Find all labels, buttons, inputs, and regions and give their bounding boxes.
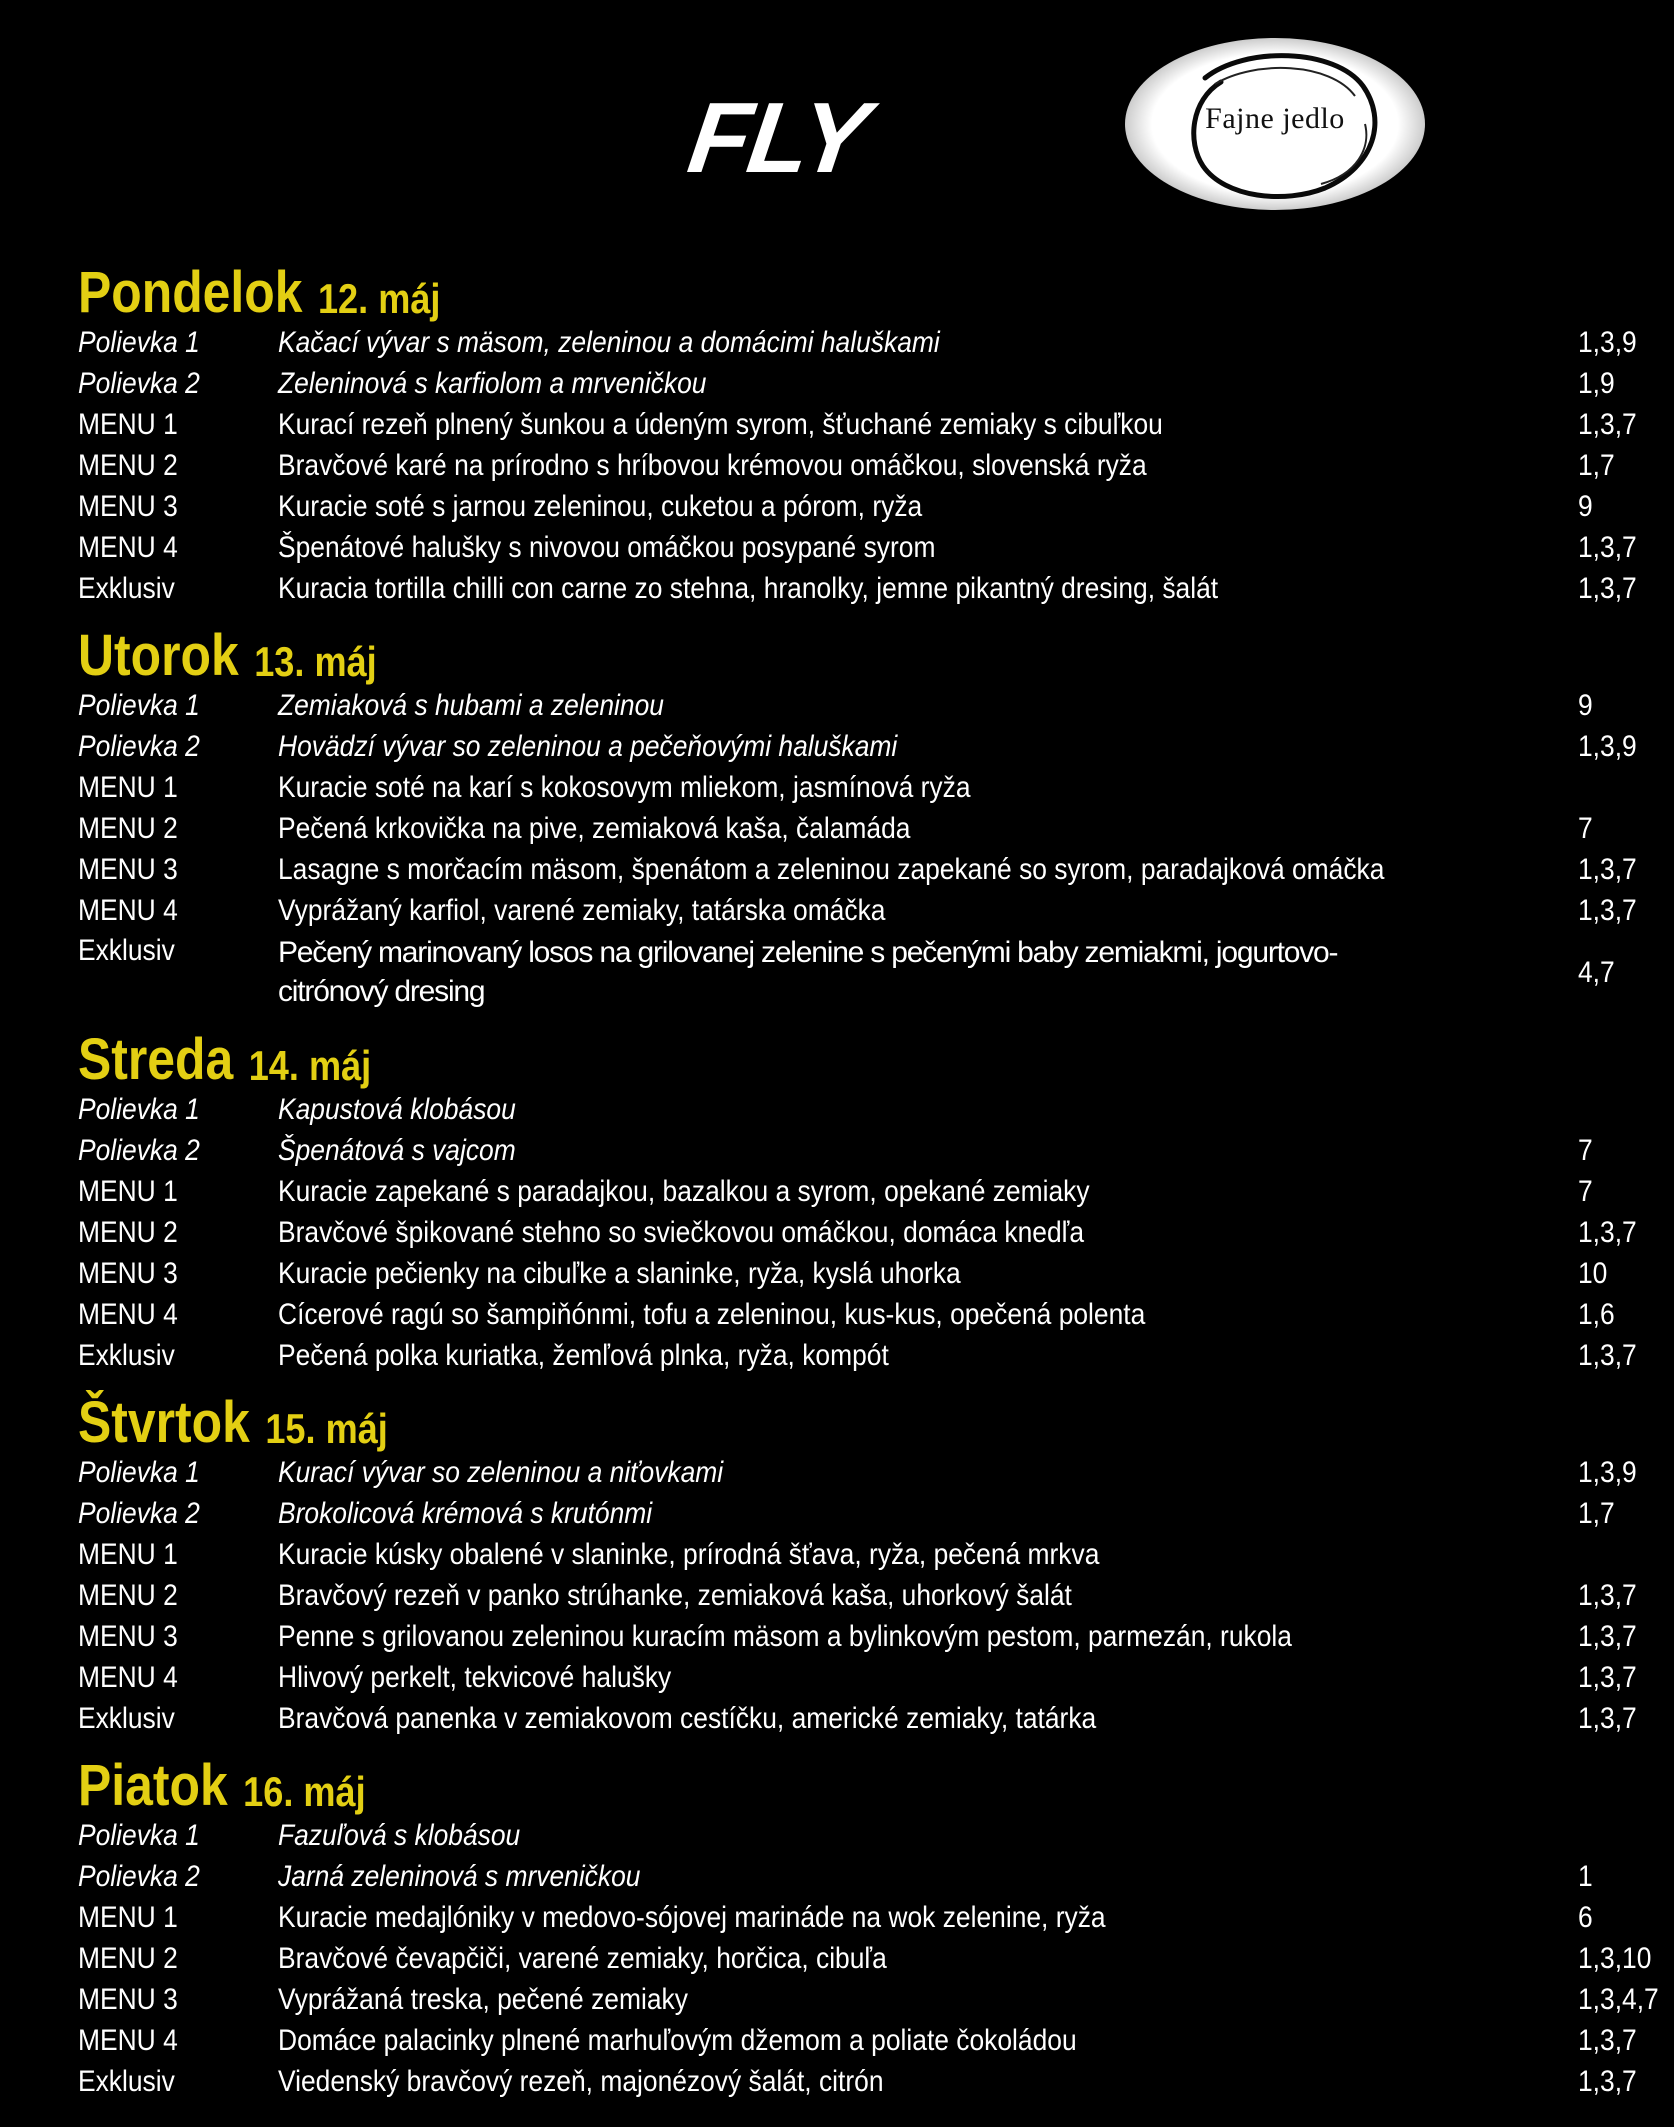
menu-allergens: 1 xyxy=(1578,1859,1593,1893)
day-date: 13. máj xyxy=(254,638,377,685)
menu-dish: Bravčová panenka v zemiakovom cestíčku, americké zemiaky, tatárka xyxy=(278,1701,1097,1735)
menu-allergens: 1,3,7 xyxy=(1578,407,1637,441)
menu-allergens: 1,3,9 xyxy=(1578,729,1637,763)
menu-allergens: 1,3,7 xyxy=(1578,530,1637,564)
menu-row xyxy=(78,1575,1637,1616)
brand-title: FLY xyxy=(682,82,874,194)
menu-category: Polievka 2 xyxy=(78,366,200,400)
menu-dish: Kuracie soté na karí s kokosovym mliekom, jasmínová ryža xyxy=(278,770,971,804)
menu-dish: Bravčové čevapčiči, varené zemiaky, horčica, cibuľa xyxy=(278,1941,887,1975)
menu-category: MENU 1 xyxy=(78,770,178,804)
day-name: Piatok xyxy=(78,1753,228,1818)
menu-category: Polievka 1 xyxy=(78,325,200,359)
menu-category: Polievka 2 xyxy=(78,729,200,763)
menu-row xyxy=(78,1130,1618,1171)
menu-dish: Pečená krkovička na pive, zemiaková kaša, čalamáda xyxy=(278,811,911,845)
menu-allergens: 1,3,7 xyxy=(1578,1660,1637,1694)
menu-row xyxy=(78,404,1637,445)
menu-row xyxy=(78,1897,1618,1938)
menu-allergens: 4,7 xyxy=(1578,955,1615,989)
menu-row xyxy=(78,486,1618,527)
menu-category: Exklusiv xyxy=(78,571,175,605)
menu-row xyxy=(78,527,1637,568)
menu-row xyxy=(78,1294,1618,1335)
menu-dish: Fazuľová s klobásou xyxy=(278,1818,521,1852)
day-heading xyxy=(78,1017,1402,1092)
menu-allergens: 1,3,7 xyxy=(1578,1338,1637,1372)
menu-row xyxy=(78,726,1637,767)
menu-category: MENU 3 xyxy=(78,1256,178,1290)
menu-category: MENU 1 xyxy=(78,1537,178,1571)
menu-dish: Kuracie medajlóniky v medovo-sójovej marináde na wok zelenine, ryža xyxy=(278,1900,1106,1934)
menu-dish: Kuracie soté s jarnou zeleninou, cuketou a pórom, ryža xyxy=(278,489,923,523)
menu-dish: Špenátové halušky s nivovou omáčkou posypané syrom xyxy=(278,530,936,564)
menu-row xyxy=(78,1534,1618,1575)
menu-dish: Kuracia tortilla chilli con carne zo stehna, hranolky, jemne pikantný dresing, šalát xyxy=(278,571,1219,605)
menu-dish: Kapustová klobásou xyxy=(278,1092,516,1126)
menu-category: Exklusiv xyxy=(78,1338,175,1372)
day-heading xyxy=(78,1743,1402,1818)
day-tuesday xyxy=(78,613,1637,1013)
menu-allergens: 9 xyxy=(1578,688,1593,722)
day-date: 14. máj xyxy=(248,1042,372,1089)
menu-dish-line: Pečený marinovaný losos na grilovanej zelenine s pečenými baby zemiakmi, jogurtovo- xyxy=(278,936,1338,969)
day-name: Pondelok xyxy=(78,260,303,325)
menu-allergens: 7 xyxy=(1578,1133,1593,1167)
menu-allergens: 1,3,7 xyxy=(1578,893,1637,927)
menu-row xyxy=(78,685,1618,726)
menu-allergens: 7 xyxy=(1578,1174,1593,1208)
menu-category: MENU 4 xyxy=(78,893,178,927)
menu-category: MENU 3 xyxy=(78,489,178,523)
menu-dish: Zeleninová s karfiolom a mrveničkou xyxy=(278,366,707,400)
menu-row xyxy=(78,1616,1637,1657)
menu-category: Polievka 2 xyxy=(78,1133,200,1167)
menu-category: MENU 1 xyxy=(78,407,178,441)
menu-row xyxy=(78,1335,1637,1376)
menu-row xyxy=(78,1452,1637,1493)
menu-dish: Pečená polka kuriatka, žemľová plnka, ryža, kompót xyxy=(278,1338,889,1372)
menu-category: MENU 1 xyxy=(78,1174,178,1208)
menu-allergens: 1,3,10 xyxy=(1578,1941,1652,1975)
menu-category: MENU 2 xyxy=(78,1941,178,1975)
menu-dish: Penne s grilovanou zeleninou kuracím mäsom a bylinkovým pestom, parmezán, rukola xyxy=(278,1619,1292,1653)
menu-category: MENU 1 xyxy=(78,1900,178,1934)
day-wednesday xyxy=(78,1017,1637,1376)
menu-row xyxy=(78,1171,1618,1212)
menu-dish: Vyprážaná treska, pečené zemiaky xyxy=(278,1982,688,2016)
menu-row xyxy=(78,931,1618,1013)
menu-dish: Lasagne s morčacím mäsom, špenátom a zeleninou zapekané so syrom, paradajková omáčka xyxy=(278,852,1385,886)
menu-dish xyxy=(278,933,1423,1011)
day-name: Streda xyxy=(78,1027,234,1092)
menu-category: Exklusiv xyxy=(78,1701,175,1735)
menu-category: Polievka 2 xyxy=(78,1496,200,1530)
day-heading xyxy=(78,613,1402,688)
menu-allergens: 1,7 xyxy=(1578,448,1615,482)
menu-category: Exklusiv xyxy=(78,2064,175,2098)
menu-row xyxy=(78,849,1637,890)
menu-allergens: 1,3,9 xyxy=(1578,1455,1637,1489)
menu-allergens: 1,3,7 xyxy=(1578,852,1637,886)
day-monday xyxy=(78,250,1637,609)
menu-category: MENU 2 xyxy=(78,1578,178,1612)
menu-allergens: 6 xyxy=(1578,1900,1593,1934)
menu-allergens: 1,9 xyxy=(1578,366,1615,400)
menu-category: MENU 4 xyxy=(78,530,178,564)
menu-allergens: 1,7 xyxy=(1578,1496,1615,1530)
menu-row xyxy=(78,568,1637,609)
menu-allergens: 1,3,7 xyxy=(1578,2064,1637,2098)
weekly-menu xyxy=(78,250,1659,2106)
menu-allergens: 1,3,7 xyxy=(1578,1215,1637,1249)
menu-row xyxy=(78,322,1637,363)
menu-allergens: 1,3,7 xyxy=(1578,1619,1637,1653)
menu-dish-line: citrónový dresing xyxy=(278,975,485,1008)
menu-row xyxy=(78,1856,1618,1897)
day-heading xyxy=(78,250,1402,325)
day-name: Utorok xyxy=(78,623,239,688)
menu-category: Exklusiv xyxy=(78,934,175,967)
menu-row xyxy=(78,1253,1618,1294)
menu-row xyxy=(78,1698,1637,1739)
menu-category: MENU 2 xyxy=(78,1215,178,1249)
menu-category: Polievka 1 xyxy=(78,1092,200,1126)
menu-allergens: 1,3,7 xyxy=(1578,571,1637,605)
fajne-jedlo-logo xyxy=(1125,38,1425,210)
menu-allergens: 1,3,9 xyxy=(1578,325,1637,359)
menu-dish: Viedenský bravčový rezeň, majonézový šalát, citrón xyxy=(278,2064,884,2098)
menu-dish: Kuracie kúsky obalené v slaninke, prírodná šťava, ryža, pečená mrkva xyxy=(278,1537,1100,1571)
menu-category: Polievka 2 xyxy=(78,1859,200,1893)
logo-text: Fajne jedlo xyxy=(1205,102,1345,135)
menu-row xyxy=(78,445,1618,486)
menu-dish: Hlivový perkelt, tekvicové halušky xyxy=(278,1660,672,1694)
menu-category: MENU 4 xyxy=(78,1660,178,1694)
menu-dish: Kuracie pečienky na cibuľke a slaninke, ryža, kyslá uhorka xyxy=(278,1256,961,1290)
menu-dish: Špenátová s vajcom xyxy=(278,1133,516,1167)
menu-category: MENU 4 xyxy=(78,2023,178,2057)
menu-row xyxy=(78,1493,1618,1534)
menu-dish: Bravčové špikované stehno so sviečkovou omáčkou, domáca knedľa xyxy=(278,1215,1085,1249)
menu-allergens: 10 xyxy=(1578,1256,1608,1290)
menu-row xyxy=(78,767,1618,808)
menu-allergens: 1,3,4,7 xyxy=(1578,1982,1659,2016)
menu-dish: Kuracie zapekané s paradajkou, bazalkou a syrom, opekané zemiaky xyxy=(278,1174,1090,1208)
menu-allergens: 1,3,7 xyxy=(1578,1578,1637,1612)
menu-dish: Kurací rezeň plnený šunkou a údeným syrom, šťuchané zemiaky s cibuľkou xyxy=(278,407,1163,441)
menu-dish: Brokolicová krémová s krutónmi xyxy=(278,1496,653,1530)
day-name: Štvrtok xyxy=(78,1390,250,1455)
menu-row xyxy=(78,2020,1637,2061)
day-date: 15. máj xyxy=(265,1405,388,1452)
menu-dish: Jarná zeleninová s mrveničkou xyxy=(278,1859,641,1893)
menu-allergens: 9 xyxy=(1578,489,1593,523)
menu-category: Polievka 1 xyxy=(78,1455,200,1489)
menu-row xyxy=(78,1657,1637,1698)
menu-dish: Bravčové karé na prírodno s hríbovou krémovou omáčkou, slovenská ryža xyxy=(278,448,1147,482)
day-heading xyxy=(78,1380,1402,1455)
menu-category: MENU 3 xyxy=(78,1619,178,1653)
menu-row xyxy=(78,890,1637,931)
menu-dish: Hovädzí vývar so zeleninou a pečeňovými haluškami xyxy=(278,729,898,763)
menu-category: MENU 2 xyxy=(78,811,178,845)
day-friday xyxy=(78,1743,1659,2102)
menu-category: Polievka 1 xyxy=(78,688,200,722)
menu-row xyxy=(78,1212,1637,1253)
menu-dish: Bravčový rezeň v panko strúhanke, zemiaková kaša, uhorkový šalát xyxy=(278,1578,1072,1612)
menu-category: Polievka 1 xyxy=(78,1818,200,1852)
menu-row xyxy=(78,1979,1659,2020)
menu-allergens: 1,3,7 xyxy=(1578,1701,1637,1735)
menu-category: MENU 3 xyxy=(78,1982,178,2016)
menu-dish: Kačací vývar s mäsom, zeleninou a domácimi haluškami xyxy=(278,325,940,359)
day-thursday xyxy=(78,1380,1637,1739)
menu-category: MENU 4 xyxy=(78,1297,178,1331)
menu-category: MENU 2 xyxy=(78,448,178,482)
menu-dish: Kurací vývar so zeleninou a niťovkami xyxy=(278,1455,724,1489)
menu-allergens: 7 xyxy=(1578,811,1593,845)
menu-dish: Cícerové ragú so šampiňónmi, tofu a zeleninou, kus-kus, opečená polenta xyxy=(278,1297,1146,1331)
day-date: 12. máj xyxy=(317,275,441,322)
menu-row xyxy=(78,1815,1618,1856)
menu-dish: Vyprážaný karfiol, varené zemiaky, tatárska omáčka xyxy=(278,893,886,927)
day-date: 16. máj xyxy=(243,1768,366,1815)
menu-row xyxy=(78,1089,1618,1130)
menu-allergens: 1,3,7 xyxy=(1578,2023,1637,2057)
menu-dish: Zemiaková s hubami a zeleninou xyxy=(278,688,664,722)
menu-row xyxy=(78,2061,1637,2102)
menu-row xyxy=(78,808,1618,849)
menu-dish: Domáce palacinky plnené marhuľovým džemom a poliate čokoládou xyxy=(278,2023,1077,2057)
menu-allergens: 1,6 xyxy=(1578,1297,1615,1331)
menu-category: MENU 3 xyxy=(78,852,178,886)
menu-row xyxy=(78,363,1618,404)
menu-row xyxy=(78,1938,1652,1979)
